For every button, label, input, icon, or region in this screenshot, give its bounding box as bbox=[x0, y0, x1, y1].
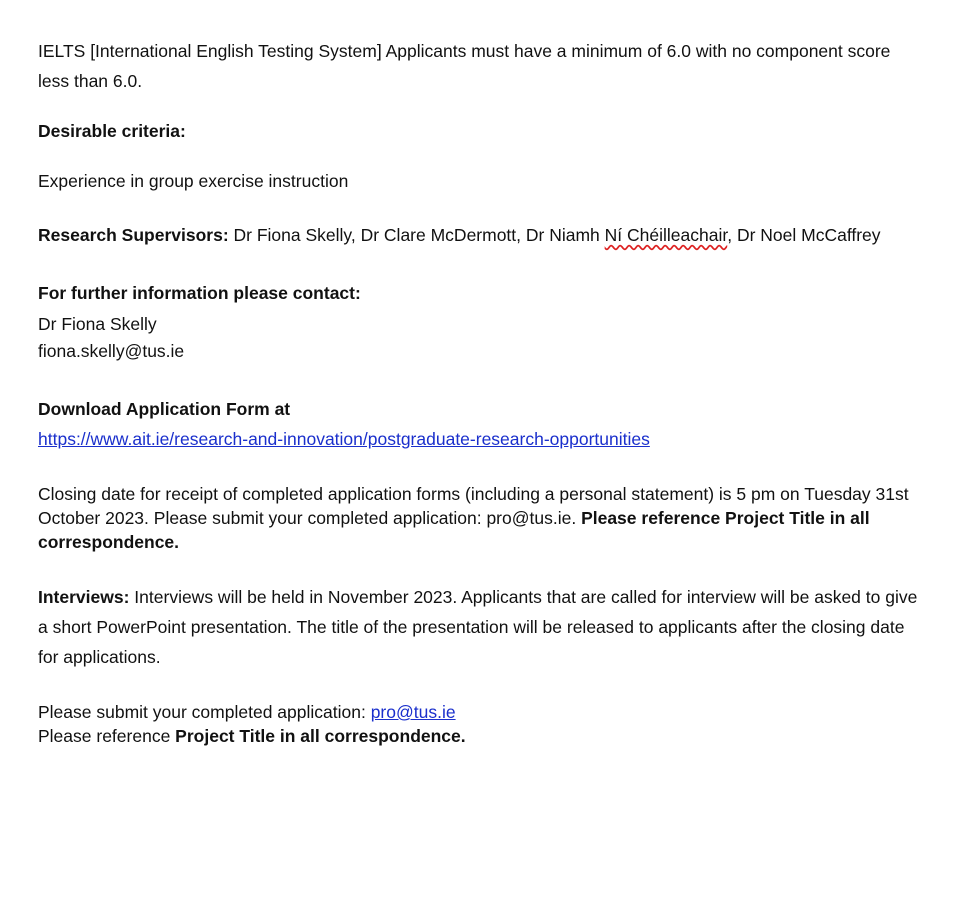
contact-name: Dr Fiona Skelly bbox=[38, 314, 157, 334]
supervisors-list-end: , Dr Noel McCaffrey bbox=[727, 225, 881, 245]
submit-application-line: Please submit your completed application: pro@tus.ie bbox=[38, 702, 456, 722]
interviews-paragraph bbox=[38, 582, 918, 672]
application-form-link[interactable]: https://www.ait.ie/research-and-innovation/postgraduate-research-opportunities bbox=[38, 429, 650, 449]
desirable-criteria-item: Experience in group exercise instruction bbox=[38, 171, 349, 191]
research-supervisors bbox=[38, 220, 918, 250]
reference-line: Please reference Project Title in all correspondence. bbox=[38, 726, 466, 746]
closing-date-text: Closing date for receipt of completed application forms (including a personal statement) is 5 pm on Tuesday 31st October 2023. Please submit your completed application: pro@tus.ie. bbox=[38, 484, 909, 528]
closing-date-reference: Please reference Project Title in all correspondence. bbox=[38, 508, 870, 552]
interviews-text: Interviews will be held in November 2023. Applicants that are called for interview will be asked to give a short PowerPoint presentation. The title of the presentation will be released to applicants after the closing date for applications. bbox=[38, 587, 918, 667]
contact-heading: For further information please contact: bbox=[38, 283, 361, 303]
download-link-line bbox=[38, 424, 918, 454]
misspelled-name[interactable]: Ní Chéilleachair bbox=[604, 225, 728, 245]
ielts-requirement: IELTS [International English Testing System] Applicants must have a minimum of 6.0 with no component score less than 6.0. bbox=[38, 41, 891, 91]
document-page bbox=[38, 36, 918, 748]
desirable-criteria-heading: Desirable criteria: bbox=[38, 121, 186, 141]
contact-email: fiona.skelly@tus.ie bbox=[38, 341, 185, 361]
closing-date-paragraph bbox=[38, 482, 918, 554]
research-supervisors-label: Research Supervisors: bbox=[38, 225, 229, 245]
download-heading: Download Application Form at bbox=[38, 399, 291, 419]
submit-email-link[interactable]: pro@tus.ie bbox=[370, 702, 456, 722]
interviews-label: Interviews: bbox=[38, 587, 130, 607]
supervisors-list-start: Dr Fiona Skelly, Dr Clare McDermott, Dr Niamh bbox=[228, 225, 605, 245]
